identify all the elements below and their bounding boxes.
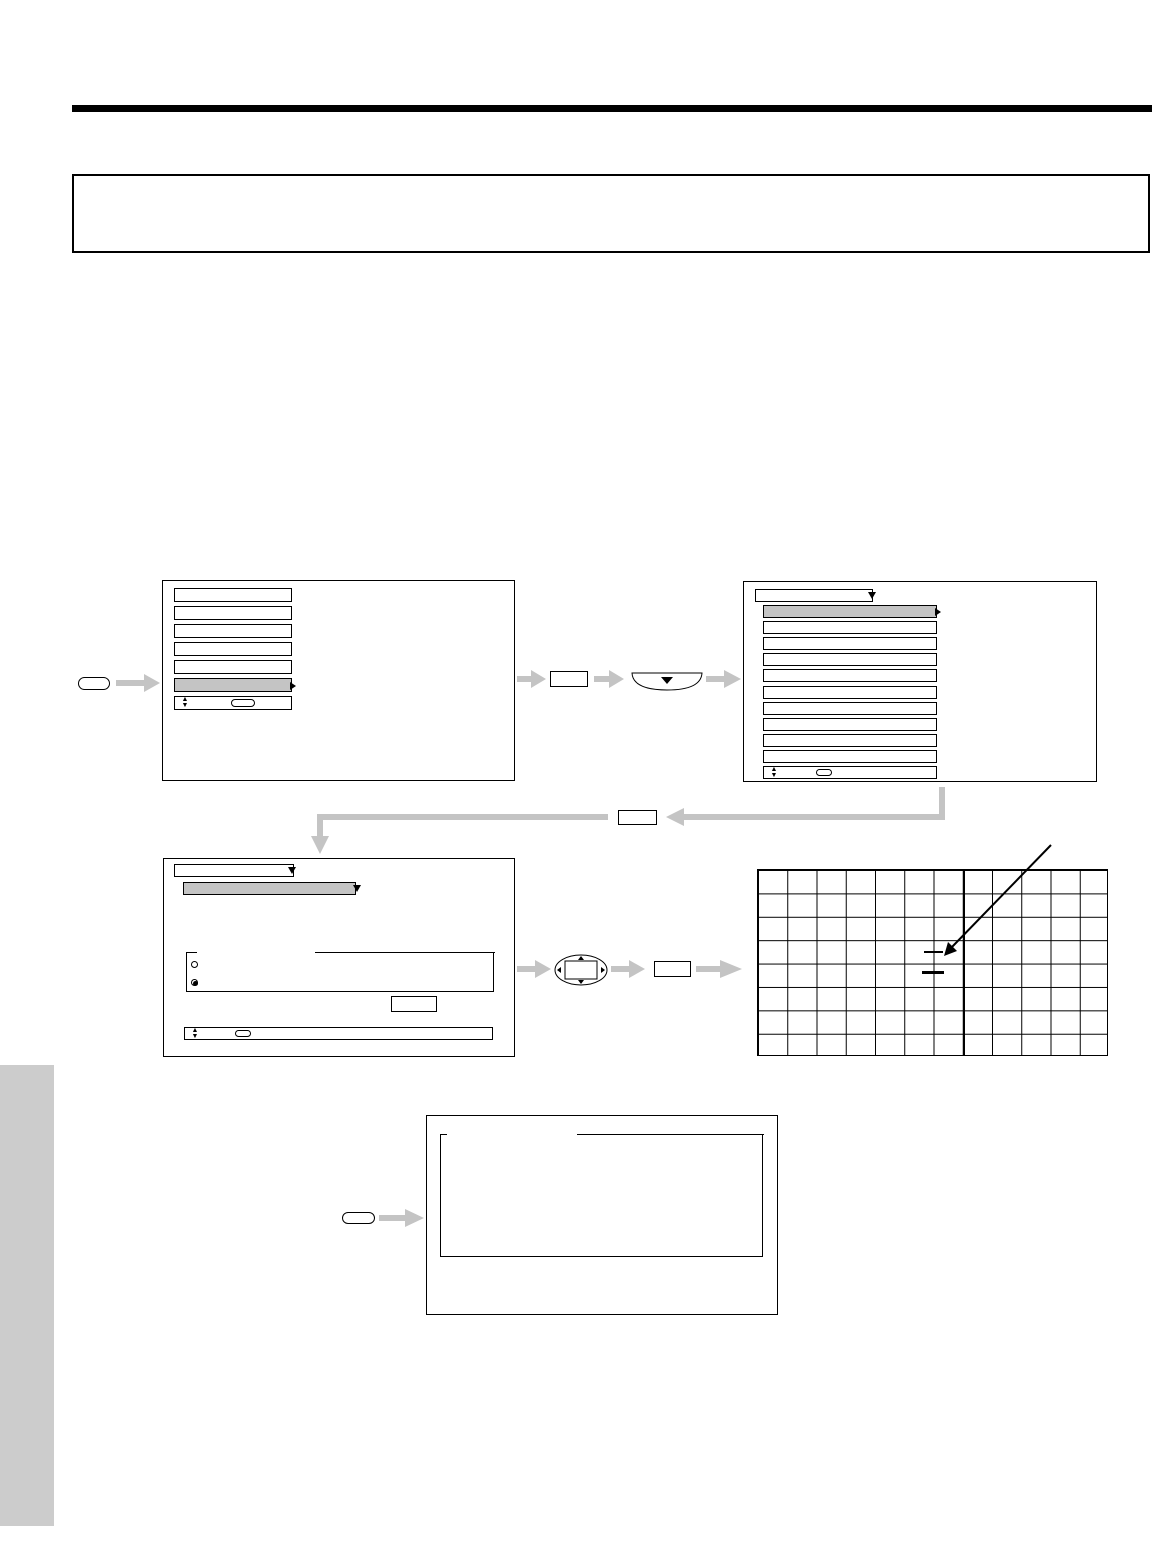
dropdown-arrow-icon	[288, 867, 296, 874]
select-button-2-icon[interactable]	[618, 810, 657, 825]
screen2-help-bar	[763, 766, 937, 779]
up-down-arrows-icon: ▲ ▼	[181, 696, 189, 709]
screen-submenu	[743, 581, 1097, 782]
screen3-group-title	[197, 945, 317, 955]
screen3-help-bar	[184, 1027, 493, 1040]
crosshatch-grid	[757, 869, 1108, 1056]
flow-arrow-9	[696, 966, 722, 972]
screen1-menu-item[interactable]	[174, 606, 292, 620]
grid-marker-upper	[924, 951, 943, 953]
menu-button-icon[interactable]	[78, 677, 110, 690]
dropdown-arrow-icon	[353, 885, 361, 892]
screen2-menu-item[interactable]	[763, 702, 937, 715]
flow-arrow-7	[517, 966, 537, 972]
option-radio-1[interactable]	[191, 961, 198, 968]
screen1-menu-item[interactable]	[174, 660, 292, 674]
submenu-arrow-icon	[935, 608, 941, 616]
screen2-menu-item[interactable]	[763, 750, 937, 763]
screen1-menu-item[interactable]	[174, 678, 292, 692]
screen1-menu-item[interactable]	[174, 624, 292, 638]
screen1-menu-item[interactable]	[174, 588, 292, 602]
select-button-icon[interactable]	[550, 671, 588, 687]
screen2-menu-item[interactable]	[763, 605, 937, 618]
grid-marker-lower	[922, 971, 944, 974]
select-button-small-icon	[231, 699, 255, 707]
screen2-menu-item[interactable]	[763, 637, 937, 650]
screen3-option-group	[186, 952, 494, 992]
screen2-menu-item[interactable]	[763, 669, 937, 682]
screen-exit	[426, 1115, 778, 1315]
grid-center-line	[963, 870, 965, 1055]
cursor-pad-icon[interactable]	[553, 953, 609, 987]
dropdown-arrow-icon	[868, 592, 876, 599]
screen2-menu-item[interactable]	[763, 653, 937, 666]
cursor-down-button-icon[interactable]	[631, 669, 703, 691]
screen3-header	[174, 864, 294, 877]
screen-setting	[163, 858, 515, 1057]
flow-arrow-4	[706, 676, 726, 682]
screen3-subheader	[183, 882, 356, 895]
exit-screen-panel	[440, 1134, 763, 1257]
flow-arrow-6	[317, 814, 608, 820]
option-radio-2[interactable]	[191, 979, 198, 986]
screen1-menu-item[interactable]	[174, 642, 292, 656]
submenu-arrow-icon	[290, 682, 296, 690]
screen2-menu-item[interactable]	[763, 621, 937, 634]
select-button-small-icon	[816, 769, 832, 776]
select-button-small-icon	[235, 1030, 251, 1037]
flow-arrow-10	[379, 1215, 407, 1221]
flow-arrow-1	[116, 680, 144, 686]
screen3-button[interactable]	[391, 996, 437, 1012]
up-down-arrows-icon: ▲ ▼	[770, 766, 778, 779]
group-border-line	[577, 1134, 764, 1135]
screen2-header	[755, 589, 873, 602]
up-down-arrows-icon: ▲ ▼	[191, 1027, 199, 1040]
exit-button-icon[interactable]	[342, 1212, 375, 1224]
select-button-3-icon[interactable]	[654, 961, 691, 977]
screen2-menu-item[interactable]	[763, 734, 937, 747]
screen2-menu-item[interactable]	[763, 686, 937, 699]
screen1-help-bar	[174, 696, 292, 710]
flow-arrow-8	[611, 966, 631, 972]
screen-main-menu	[162, 580, 515, 781]
group-border-line	[315, 952, 495, 953]
exit-screen-group-title	[447, 1129, 577, 1139]
screen2-menu-item[interactable]	[763, 718, 937, 731]
